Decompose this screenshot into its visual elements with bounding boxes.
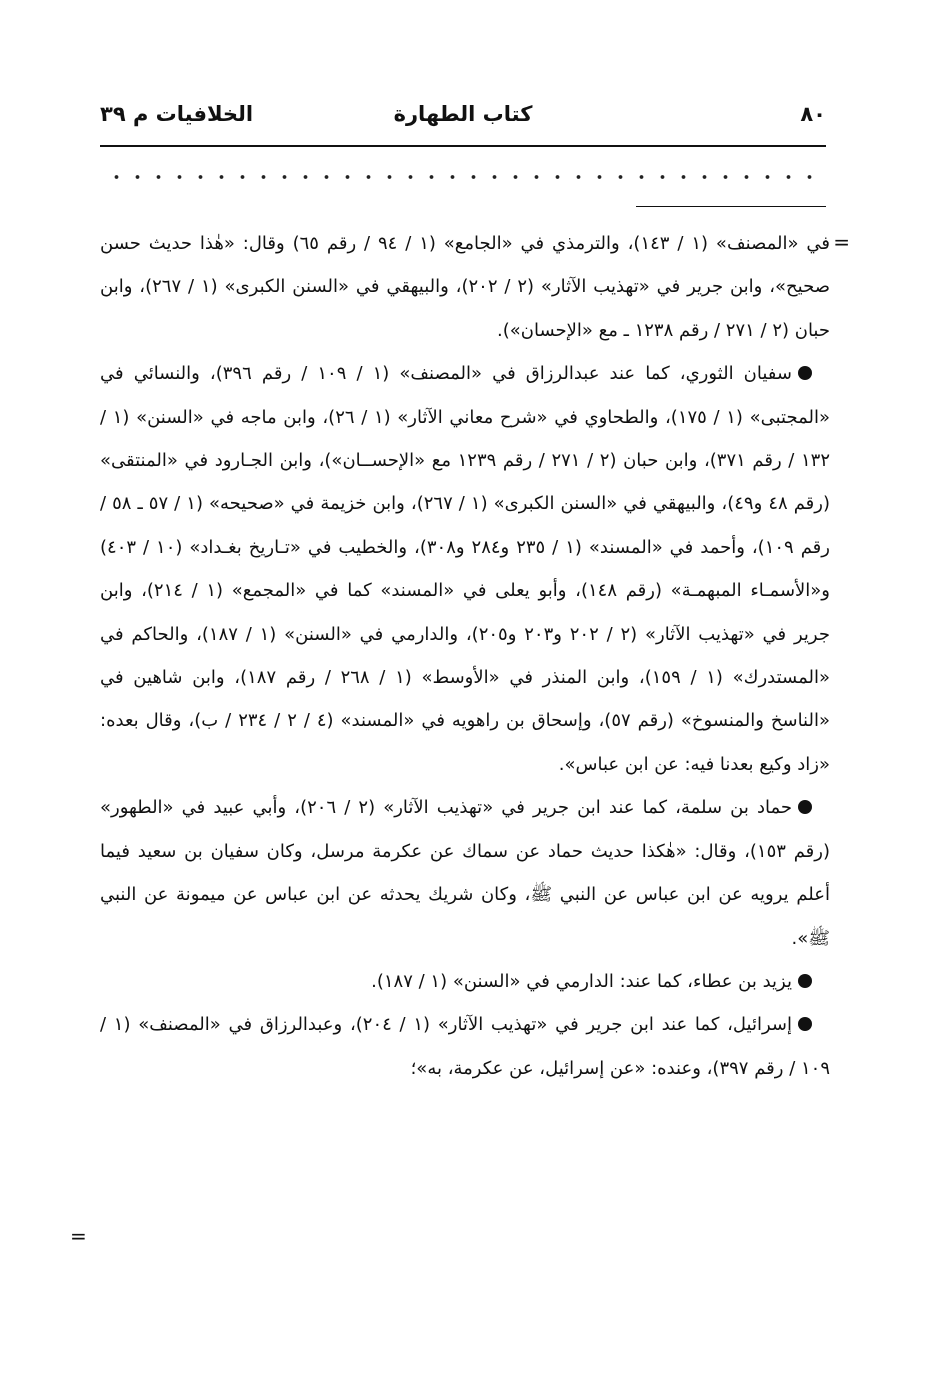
continuation-mark-end: = <box>70 1224 87 1248</box>
footnote-paragraph <box>100 786 830 960</box>
footnote-paragraph <box>100 1003 830 1090</box>
running-header <box>100 96 826 132</box>
bullet-icon <box>798 800 812 814</box>
header-rule <box>100 145 826 147</box>
bullet-icon <box>798 974 812 988</box>
footnote-rule <box>636 206 826 207</box>
footnote-paragraph <box>100 960 830 1003</box>
footnote-paragraph <box>100 352 830 786</box>
footnote-body <box>100 222 830 1090</box>
bullet-icon <box>798 366 812 380</box>
dotted-separator <box>104 170 820 184</box>
bullet-icon <box>798 1017 812 1031</box>
continuation-mark-start: = <box>833 230 850 254</box>
page-number: ٨٠ <box>800 102 826 126</box>
paragraph-text: يزيد بن عطاء، كما عند: الدارمي في «السنن» (١ / ١٨٧). <box>371 970 792 992</box>
book-title: كتاب الطهارة <box>393 102 533 126</box>
section-title: الخلافيات م ٣٩ <box>100 102 254 126</box>
paragraph-text: إسرائيل، كما عند ابن جرير في «تهذيب الآثار» (١ / ٢٠٤)، وعبدالرزاق في «المصنف» (١ / ١٠٩ / رقم ٣٩٧)، وعنده: «عن إسرائيل، عن عكرمة، به»؛ <box>100 1014 830 1079</box>
paragraph-text: في «المصنف» (١ / ١٤٣)، والترمذي في «الجامع» (١ / ٩٤ / رقم ٦٥) وقال: «هٰذا حديث حسن صحيح»، وابن جرير في «تهذيب الآثار» (٢ / ٢٠٢)، والبيهقي في «السنن الكبرى» (١ / ٢٦٧)، وابن حبان (٢ / ٢٧١ / رقم ١٢٣٨ ـ مع «الإحسان»). <box>100 233 831 341</box>
paragraph-text: سفيان الثوري، كما عند عبدالرزاق في «المصنف» (١ / ١٠٩ / رقم ٣٩٦)، والنسائي في «المجتبى» (١ / ١٧٥)، والطحاوي في «شرح معاني الآثار» (١ / ٢٦)، وابن ماجه في «السنن» (١ / ١٣٢ / رقم ٣٧١)، وابن حبان (٢ / ٢٧١ / رقم ١٢٣٩ مع «الإحســان»)، وابن الجـارود في «المنتقى» (رقم ٤٨ و٤٩)، والبيهقي في «السنن الكبرى» (١ / ٢٦٧)، وابن خزيمة في «صحيحه» (١ / ٥٧ ـ ٥٨ / رقم ١٠٩)، وأحمد في «المسند» (١ / ٢٣٥ و٢٨٤ و٣٠٨)، والخطيب في «تـاريخ بغـداد» (١٠ / ٤٠٣) و«الأسمـاء المبهمـة» (رقم ١٤٨)، وأبو يعلى في «المسند» كما في «المجمع» (١ / ٢١٤)، وابن جرير في «تهذيب الآثار» (٢ / ٢٠٢ و٢٠٣ و٢٠٥)، والدارمي في «السنن» (١ / ١٨٧)، والحاكم في «المستدرك» (١ / ١٥٩)، وابن المنذر في «الأوسط» (١ / ٢٦٨ / رقم ١٨٧)، وابن شاهين في «الناسخ والمنسوخ» (رقم ٥٧)، وإسحاق بن راهويه في «المسند» (٤ / ٢ / ٢٣٤ / ب)، وقال بعده: «زاد وكيع بعدنا فيه: عن ابن عباس». <box>100 363 831 775</box>
footnote-paragraph <box>100 222 830 352</box>
paragraph-text: حماد بن سلمة، كما عند ابن جرير في «تهذيب الآثار» (٢ / ٢٠٦)، وأبي عبيد في «الطهور» (رقم ١٥٣)، وقال: «هٰكذا حديث حماد عن سماك عن عكرمة مرسل، وكان سفيان بن سعيد فيما أعلم يرويه عن ابن عباس عن النبي ﷺ، وكان شريك يحدثه عن ابن عباس عن ميمونة عن النبي ﷺ». <box>100 797 831 949</box>
